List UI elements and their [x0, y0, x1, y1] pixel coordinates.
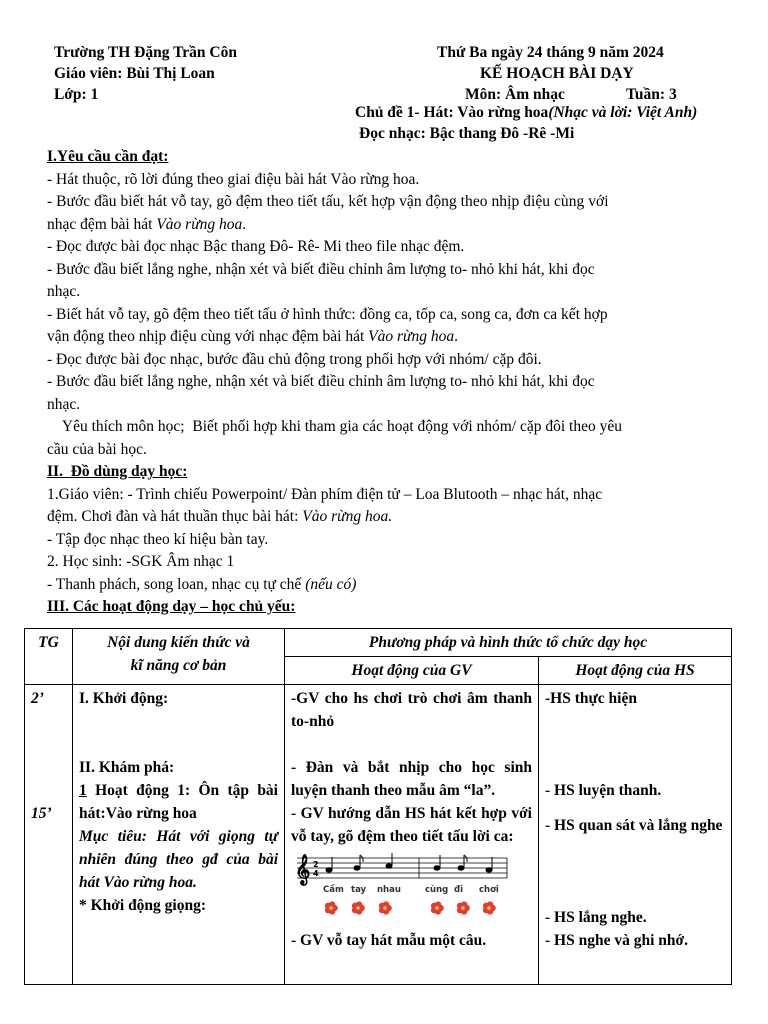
lyric-word: Cầm	[323, 885, 344, 895]
content-objective: Mục tiêu: Hát với giọng tự nhiên đúng theo gđ của bài hát Vào rừng hoa.	[79, 828, 278, 891]
requirement-line: Yêu thích môn học; Biết phối hợp khi tham gia các hoạt động với nhóm/ cặp đôi theo yêu	[47, 418, 622, 435]
header-content-line: Nội dung kiến thức và	[107, 634, 250, 651]
song-title: Vào rừng hoa	[368, 328, 455, 345]
music-reading-line: Đọc nhạc: Bậc thang Đô -Rê -Mi	[359, 125, 575, 142]
student-activity-cell	[539, 685, 732, 985]
activities-table	[24, 628, 732, 985]
lyric-word: nhau	[377, 885, 401, 895]
topic-line	[355, 104, 697, 122]
requirement-line: - Bước đầu biết lắng nghe, nhận xét và biết điều chỉnh âm lượng to- nhỏ khi hát, khi đọc	[47, 260, 595, 278]
text-run: .	[454, 328, 458, 345]
student-activity: - HS nghe và ghi nhớ.	[545, 932, 688, 949]
requirement-line	[47, 326, 720, 349]
text-run: vận động theo nhịp điệu cùng với nhạc đệm bài hát	[47, 328, 369, 345]
flower-icon	[379, 901, 392, 914]
text-run: 1	[79, 782, 87, 799]
materials-line: 2. Học sinh: -SGK Âm nhạc 1	[47, 553, 235, 570]
document-title: KẾ HOẠCH BÀI DẠY	[480, 65, 634, 82]
section-heading: I.Yêu cầu cần đạt:	[47, 148, 169, 165]
table-header-row	[25, 629, 732, 657]
header-content-line: kĩ năng cơ bản	[130, 657, 227, 674]
header-method: Phương pháp và hình thức tổ chức dạy học	[285, 629, 732, 657]
requirement-line: nhạc.	[47, 283, 81, 300]
svg-text:2: 2	[313, 860, 319, 869]
table-row	[25, 685, 732, 985]
section-requirements	[47, 146, 720, 619]
student-activity: - HS luyện thanh.	[545, 782, 662, 799]
flower-icon	[325, 901, 338, 914]
section-heading: II. Đồ dùng dạy học:	[47, 463, 188, 480]
section-heading: III. Các hoạt động dạy – học chủ yếu:	[47, 598, 296, 615]
teacher-activity: -GV cho hs chơi trò chơi âm thanh to-nhỏ	[291, 690, 532, 730]
topic-main: Chủ đề 1- Hát: Vào rừng hoa	[355, 104, 549, 121]
header-hs: Hoạt động của HS	[539, 657, 732, 685]
header-content	[73, 629, 285, 685]
requirement-line: - Hát thuộc, rõ lời đúng theo giai điệu bài hát Vào rừng hoa.	[47, 170, 420, 188]
time-cell	[25, 685, 73, 985]
week-label: Tuần: 3	[626, 86, 677, 103]
requirement-line: - Bước đầu biết lắng nghe, nhận xét và biết điều chỉnh âm lượng to- nhỏ khi hát, khi đọc	[47, 373, 595, 390]
svg-text:4: 4	[313, 869, 319, 878]
student-activity: - HS quan sát và lắng nghe	[545, 817, 723, 834]
requirement-line: - Biết hát vỗ tay, gõ đệm theo tiết tấu ở hình thức: đồng ca, tốp ca, song ca, đơn ca kết hợp	[47, 305, 608, 323]
content-item: * Khởi động giọng:	[79, 897, 207, 914]
requirement-line	[47, 214, 720, 237]
subject-label: Môn: Âm nhạc	[465, 86, 565, 103]
requirement-line: nhạc.	[47, 395, 81, 413]
header-gv: Hoạt động của GV	[285, 657, 539, 685]
teacher-activity: - GV hướng dẫn HS hát kết hợp với vỗ tay, gõ đệm theo tiết tấu lời ca:	[291, 805, 532, 845]
flower-icon	[457, 901, 470, 914]
materials-line	[47, 574, 720, 597]
requirement-line: - Bước đầu biết hát vỗ tay, gõ đệm theo tiết tấu, kết hợp vận động theo nhịp điệu cùng với	[47, 193, 609, 210]
requirement-line: - Đọc được bài đọc nhạc Bậc thang Đô- Rê- Mi theo file nhạc đệm.	[47, 238, 465, 255]
teacher-name: Giáo viên: Bùi Thị Loan	[54, 65, 215, 82]
text-run: (nếu có)	[305, 575, 357, 593]
requirement-line: - Đọc được bài đọc nhạc, bước đầu chủ động trong phối hợp với nhóm/ cặp đôi.	[47, 350, 542, 368]
text-run: - Thanh phách, song loan, nhạc cụ tự chế	[47, 575, 306, 593]
rhythm-score-image	[291, 852, 511, 924]
teacher-activity: - Đàn và bắt nhịp cho học sinh luyện thanh theo mẫu âm “la”.	[291, 759, 532, 799]
materials-line: - Tập đọc nhạc theo kí hiệu bàn tay.	[47, 530, 269, 548]
lyric-word: cùng	[425, 885, 449, 895]
teacher-activity: - GV vỗ tay hát mẫu một câu.	[291, 932, 487, 949]
flower-icon	[483, 901, 496, 914]
song-title: Vào rừng hoa	[156, 215, 243, 233]
text-run: .	[242, 215, 247, 233]
student-activity: - HS lắng nghe.	[545, 909, 647, 926]
song-title: Vào rừng hoa.	[302, 508, 393, 525]
treble-clef-icon: 𝄞	[295, 855, 311, 885]
lyric-word: đi	[454, 885, 463, 895]
content-item	[79, 779, 278, 825]
school-name: Trường TH Đặng Trần Côn	[54, 44, 237, 61]
materials-line: 1.Giáo viên: - Trình chiếu Powerpoint/ Đàn phím điện tử – Loa Blutooth – nhạc hát, nhạc	[47, 485, 603, 503]
content-cell	[73, 685, 285, 985]
class-label: Lớp: 1	[54, 86, 99, 103]
teacher-activity-cell	[285, 685, 539, 985]
time-value: 15’	[31, 805, 52, 822]
text-run: đệm. Chơi đàn và hát thuần thục bài hát:	[47, 508, 303, 525]
content-item: II. Khám phá:	[79, 759, 175, 776]
header-tg: TG	[25, 629, 73, 685]
flower-icon	[352, 901, 365, 914]
lyric-word: chơi	[479, 885, 499, 895]
content-item: I. Khởi động:	[79, 690, 169, 707]
requirement-line: cầu của bài học.	[47, 440, 147, 458]
date-line: Thứ Ba ngày 24 tháng 9 năm 2024	[437, 44, 664, 61]
topic-credit: (Nhạc và lời: Việt Anh)	[548, 104, 698, 121]
materials-line	[47, 506, 720, 529]
time-value: 2’	[31, 690, 44, 707]
flower-icon	[431, 901, 444, 914]
text-run: nhạc đệm bài hát	[47, 215, 157, 233]
text-run: Hoạt động 1: Ôn tập bài hát:Vào rừng hoa	[79, 782, 278, 822]
student-activity: -HS thực hiện	[545, 690, 637, 707]
lyric-word: tay	[351, 885, 367, 895]
